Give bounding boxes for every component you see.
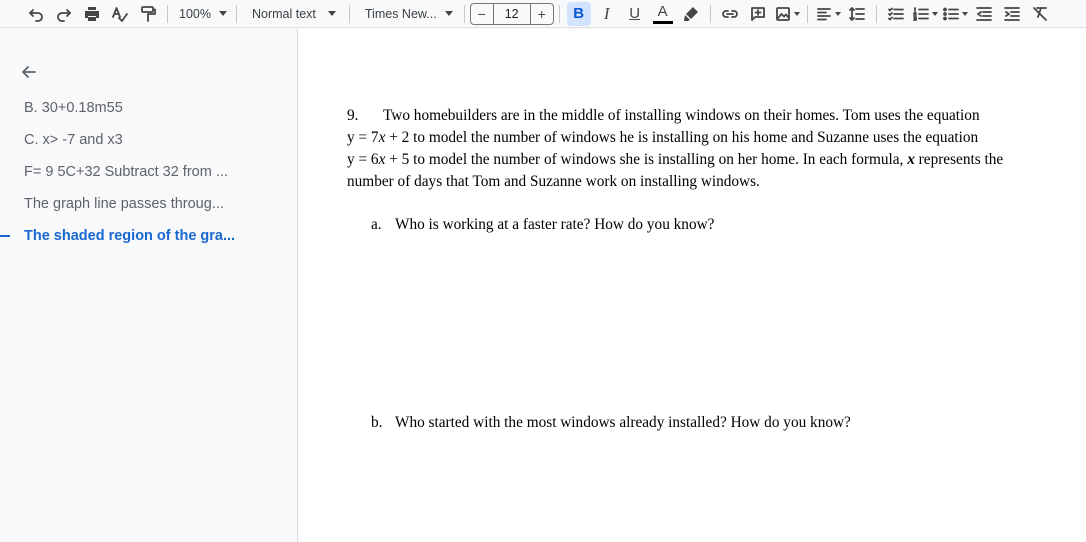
link-icon — [721, 5, 739, 23]
increase-indent-button[interactable] — [1000, 2, 1024, 26]
line-spacing-button[interactable] — [845, 2, 869, 26]
formatting-toolbar — [0, 0, 1086, 28]
text-color-letter: A — [657, 2, 668, 20]
decrease-indent-icon — [975, 5, 993, 23]
align-button[interactable] — [815, 2, 841, 26]
chevron-down-icon — [794, 12, 800, 16]
numbered-list-icon — [912, 5, 930, 23]
question-paragraph — [347, 105, 1047, 193]
zoom-select[interactable] — [173, 2, 231, 26]
question-line — [347, 127, 1047, 149]
print-button[interactable] — [80, 2, 104, 26]
image-icon — [774, 5, 792, 23]
question-text: represents the — [914, 151, 1004, 168]
redo-icon — [55, 5, 73, 23]
question-line — [347, 149, 1047, 171]
question-text: Two homebuilders are in the middle of installing windows on their homes. Tom uses the equation — [383, 107, 980, 124]
sub-question-text: Who started with the most windows already installed? How do you know? — [395, 414, 851, 431]
equation-text: y = 7 — [347, 129, 379, 146]
increase-font-size-button[interactable]: + — [530, 3, 554, 25]
sub-question-a — [371, 214, 714, 236]
question-text: + 5 to model the number of windows she is installing on her home. In each formula, — [385, 151, 908, 168]
sub-question-b — [371, 412, 851, 434]
spellcheck-icon — [111, 5, 129, 23]
question-line — [347, 171, 1047, 193]
zoom-value: 100% — [179, 6, 211, 21]
font-size-input[interactable]: 12 — [494, 3, 530, 25]
outline-list — [0, 92, 298, 252]
equation-text: y = 6 — [347, 151, 379, 168]
toolbar-divider — [559, 5, 560, 23]
line-spacing-icon — [848, 5, 866, 23]
close-outline-button[interactable] — [18, 61, 40, 83]
bulleted-list-button[interactable] — [942, 2, 968, 26]
insert-image-button[interactable] — [774, 2, 800, 26]
arrow-back-icon — [20, 63, 38, 81]
underline-button[interactable]: U — [629, 5, 641, 22]
question-line — [347, 105, 1047, 127]
decrease-indent-button[interactable] — [972, 2, 996, 26]
question-number: 9. — [347, 107, 359, 124]
paint-format-button[interactable] — [136, 2, 160, 26]
document-page[interactable] — [299, 29, 1086, 542]
toolbar-divider — [349, 5, 350, 23]
paint-format-icon — [139, 5, 157, 23]
outline-item[interactable]: B. 30+0.18m55 — [24, 100, 123, 116]
italic-button[interactable]: I — [603, 3, 610, 23]
font-size-control — [470, 3, 554, 25]
increase-indent-icon — [1003, 5, 1021, 23]
chevron-down-icon — [962, 12, 968, 16]
sub-question-letter: b. — [371, 414, 383, 431]
outline-item[interactable]: The graph line passes throug... — [24, 196, 224, 212]
outline-item-active[interactable]: The shaded region of the gra... — [0, 220, 298, 252]
toolbar-divider — [876, 5, 877, 23]
print-icon — [83, 5, 101, 23]
question-text: + 2 to model the number of windows he is installing on his home and Suzanne uses the equation — [385, 129, 979, 146]
undo-icon — [27, 5, 45, 23]
outline-item[interactable]: C. x> -7 and x3 — [24, 132, 123, 148]
checklist-icon — [887, 5, 905, 23]
variable-x: x — [378, 151, 386, 168]
numbered-list-button[interactable] — [912, 2, 938, 26]
decrease-font-size-button[interactable]: − — [470, 3, 494, 25]
document-outline-panel — [0, 29, 298, 542]
toolbar-divider — [807, 5, 808, 23]
redo-button[interactable] — [52, 2, 76, 26]
checklist-button[interactable] — [884, 2, 908, 26]
text-color-button[interactable] — [651, 2, 675, 26]
bulleted-list-icon — [942, 5, 960, 23]
add-comment-icon — [749, 5, 767, 23]
outline-item[interactable]: F= 9 5C+32 Subtract 32 from ... — [24, 164, 228, 180]
spellcheck-button[interactable] — [108, 2, 132, 26]
question-text: number of days that Tom and Suzanne work on installing windows. — [347, 173, 760, 190]
variable-x-bold: x — [907, 151, 915, 168]
toolbar-divider — [167, 5, 168, 23]
chevron-down-icon — [932, 12, 938, 16]
text-color-swatch — [653, 21, 673, 24]
undo-button[interactable] — [24, 2, 48, 26]
paragraph-style-value: Normal text — [251, 6, 316, 21]
highlight-color-button[interactable] — [679, 2, 703, 26]
toolbar-divider — [236, 5, 237, 23]
sub-question-letter: a. — [371, 216, 382, 233]
variable-x: x — [378, 129, 386, 146]
chevron-down-icon — [445, 11, 453, 16]
toolbar-divider — [710, 5, 711, 23]
chevron-down-icon — [328, 11, 336, 16]
highlighter-icon — [682, 5, 700, 23]
sub-question-text: Who is working at a faster rate? How do you know? — [395, 216, 715, 233]
chevron-down-icon — [219, 11, 227, 16]
paragraph-style-select[interactable] — [242, 2, 344, 26]
clear-formatting-icon — [1031, 5, 1049, 23]
insert-comment-button[interactable] — [746, 2, 770, 26]
toolbar-divider — [464, 5, 465, 23]
insert-link-button[interactable] — [718, 2, 742, 26]
chevron-down-icon — [835, 12, 841, 16]
clear-formatting-button[interactable] — [1028, 2, 1052, 26]
bold-button[interactable]: B — [567, 2, 591, 26]
align-left-icon — [815, 5, 833, 23]
text-color-icon — [653, 4, 673, 24]
font-family-value: Times New... — [364, 6, 437, 21]
font-family-select[interactable] — [355, 2, 459, 26]
